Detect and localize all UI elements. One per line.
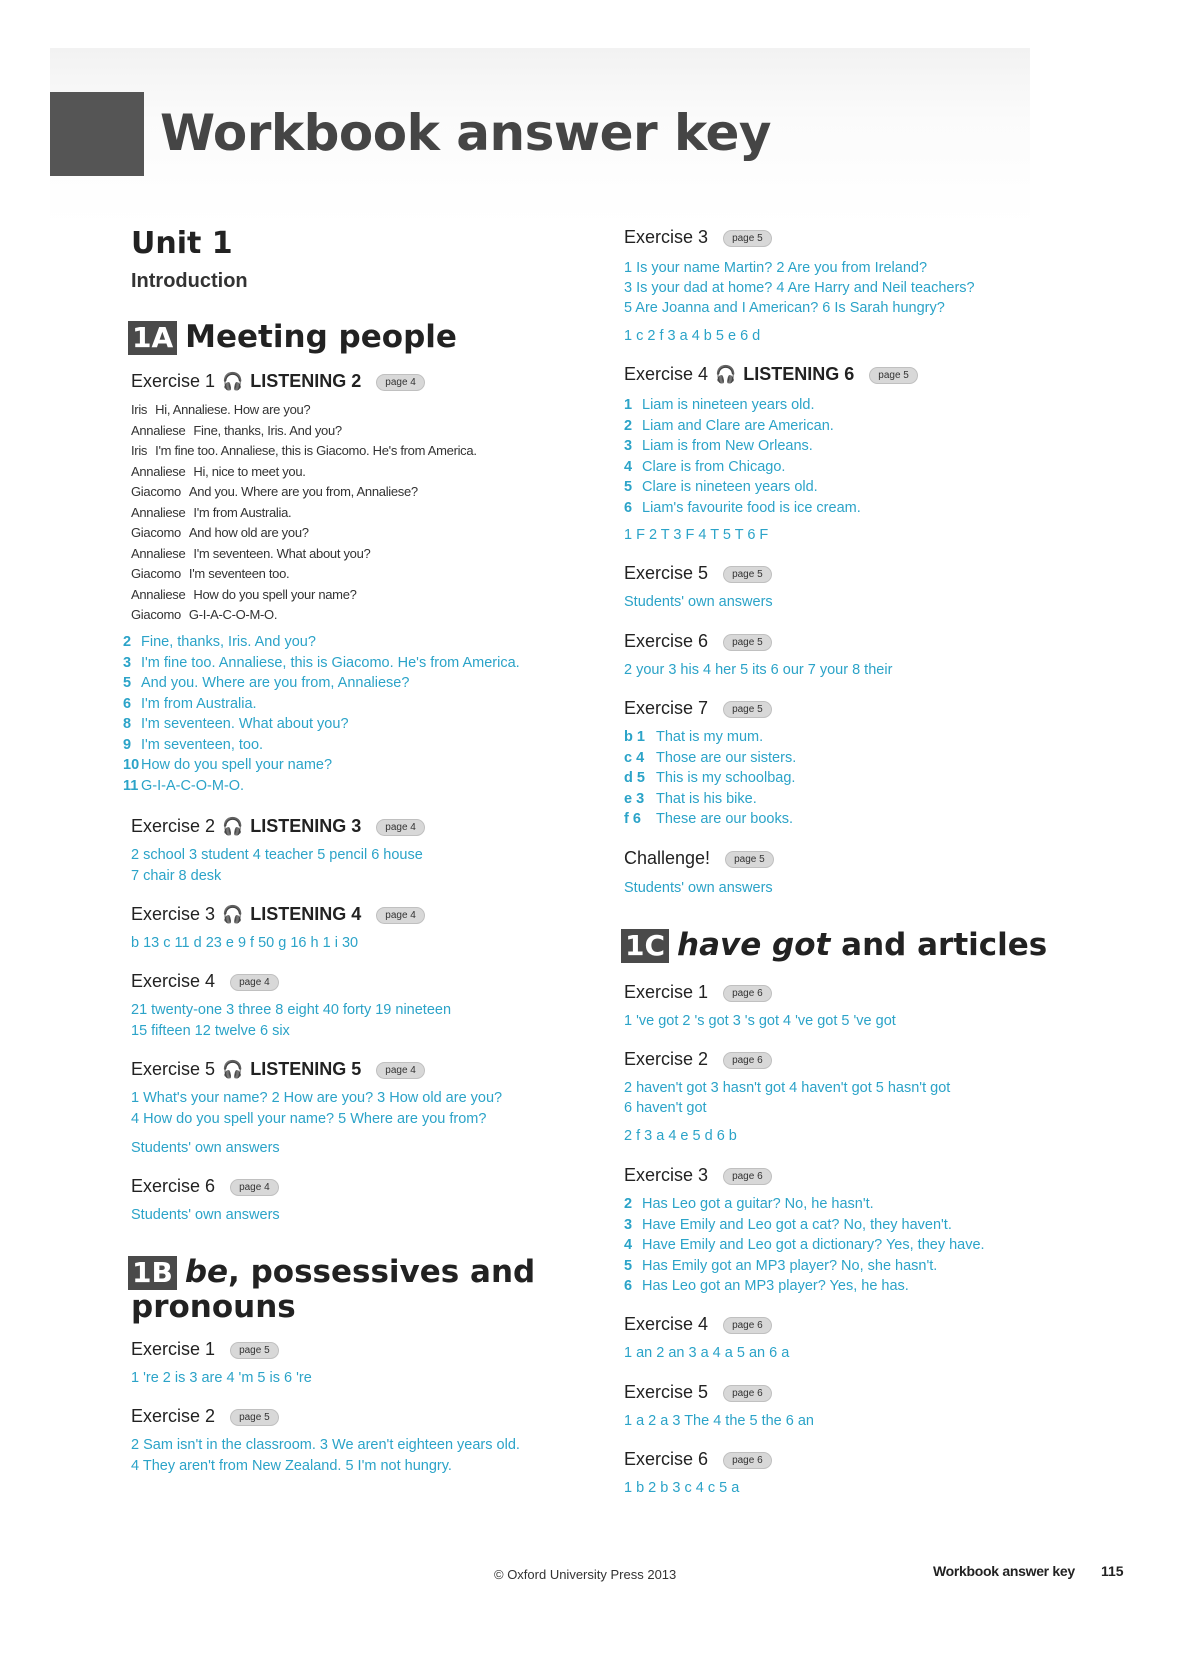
answer-row bbox=[624, 436, 861, 457]
page-badge: page 5 bbox=[723, 566, 772, 583]
answer-row bbox=[123, 776, 520, 797]
answer-number: 4 bbox=[624, 458, 633, 475]
script-line bbox=[131, 585, 477, 606]
listening-label: LISTENING 3 bbox=[250, 816, 362, 836]
exercise-heading bbox=[131, 1406, 279, 1427]
page-badge: page 5 bbox=[869, 367, 918, 384]
exercise-heading bbox=[624, 1449, 772, 1470]
answer-number: 6 bbox=[624, 499, 633, 516]
answer-number: 10 bbox=[123, 757, 140, 773]
answer-row bbox=[624, 768, 796, 789]
exercise-heading bbox=[131, 1059, 425, 1080]
exercise-heading bbox=[624, 982, 772, 1003]
exercise-label: Exercise 1 bbox=[624, 982, 709, 1002]
answer-text: G-I-A-C-O-M-O. bbox=[141, 777, 245, 794]
unit-title: Unit 1 bbox=[131, 226, 233, 261]
answer-number: 6 bbox=[123, 695, 132, 712]
section-1c-heading bbox=[621, 928, 1047, 963]
speaker-name: Iris bbox=[131, 443, 148, 458]
listening-label: LISTENING 2 bbox=[250, 371, 362, 391]
section-tag: 1C bbox=[621, 929, 669, 963]
answer-line: 1 c 2 f 3 a 4 b 5 e 6 d bbox=[624, 328, 761, 344]
answer-line: Students' own answers bbox=[624, 880, 773, 896]
exercise-label: Exercise 2 bbox=[131, 1406, 216, 1426]
answer-text: I'm fine too. Annaliese, this is Giacomo. He's from America. bbox=[141, 654, 520, 671]
script-line bbox=[131, 544, 477, 565]
answer-line: 1 F 2 T 3 F 4 T 5 T 6 F bbox=[624, 527, 769, 543]
speaker-name: Giacomo bbox=[131, 525, 181, 540]
exercise-label: Exercise 5 bbox=[624, 563, 709, 583]
answer-number: e 3 bbox=[624, 790, 645, 807]
answer-text: These are our books. bbox=[656, 811, 794, 827]
speaker-name: Giacomo bbox=[131, 484, 181, 499]
speaker-line: I'm from Australia. bbox=[193, 504, 292, 520]
answer-row bbox=[123, 694, 520, 715]
exercise-heading bbox=[624, 848, 774, 869]
speaker-line: I'm fine too. Annaliese, this is Giacomo. He's from America. bbox=[155, 443, 477, 458]
exercise-heading bbox=[131, 971, 279, 992]
headphones-icon: 🎧 bbox=[222, 817, 244, 836]
answer-text: Clare is nineteen years old. bbox=[642, 479, 818, 495]
listening-label: LISTENING 4 bbox=[250, 904, 362, 924]
speaker-line: Fine, thanks, Iris. And you? bbox=[193, 422, 342, 438]
answer-text: I'm seventeen, too. bbox=[141, 736, 264, 753]
answer-row bbox=[624, 727, 796, 748]
speaker-line: And how old are you? bbox=[188, 525, 309, 540]
exercise-heading bbox=[624, 1382, 772, 1403]
exercise-heading bbox=[624, 1165, 772, 1186]
exercise-label: Exercise 3 bbox=[624, 1165, 709, 1185]
answer-line: 4 They aren't from New Zealand. 5 I'm not hungry. bbox=[131, 1458, 452, 1474]
answer-number: 6 bbox=[624, 1278, 633, 1294]
copyright: © Oxford University Press 2013 bbox=[494, 1567, 677, 1582]
page-badge: page 4 bbox=[230, 974, 279, 991]
script-line bbox=[131, 523, 477, 544]
script-line bbox=[131, 400, 477, 421]
speaker-line: G-I-A-C-O-M-O. bbox=[188, 607, 278, 622]
exercise-label: Exercise 6 bbox=[624, 1449, 709, 1469]
page-badge: page 5 bbox=[723, 634, 772, 651]
speaker-line: And you. Where are you from, Annaliese? bbox=[188, 484, 418, 499]
answer-number: 5 bbox=[624, 1257, 633, 1274]
answer-row bbox=[123, 755, 520, 776]
exercise-heading bbox=[624, 563, 772, 584]
answer-text: Liam is nineteen years old. bbox=[642, 397, 815, 413]
answer-row bbox=[624, 1215, 985, 1236]
headphones-icon: 🎧 bbox=[222, 372, 244, 391]
page-badge: page 6 bbox=[723, 1385, 772, 1402]
exercise-label: Exercise 4 bbox=[624, 364, 709, 384]
answer-text: That is my mum. bbox=[656, 729, 764, 745]
exercise-heading bbox=[131, 1176, 279, 1197]
exercise-heading bbox=[624, 227, 772, 248]
section-1b-heading bbox=[128, 1255, 535, 1290]
exercise-label: Exercise 4 bbox=[624, 1314, 709, 1334]
answer-line: 2 school 3 student 4 teacher 5 pencil 6 house bbox=[131, 847, 423, 863]
page-badge: page 4 bbox=[376, 1062, 425, 1079]
speaker-line: Hi, nice to meet you. bbox=[193, 463, 306, 479]
page-badge: page 6 bbox=[723, 1168, 772, 1185]
answer-row bbox=[624, 1276, 985, 1297]
page-badge: page 5 bbox=[723, 701, 772, 718]
answer-line: 1 've got 2 's got 3 's got 4 've got 5 've got bbox=[624, 1013, 896, 1029]
speaker-name: Annaliese bbox=[131, 422, 186, 438]
exercise-heading bbox=[624, 1314, 772, 1335]
answer-line: 3 Is your dad at home? 4 Are Harry and Neil teachers? bbox=[624, 280, 975, 296]
answer-text: This is my schoolbag. bbox=[656, 770, 796, 786]
section-title-italic: have got bbox=[677, 927, 831, 963]
answer-number: 2 bbox=[624, 1196, 633, 1212]
page-badge: page 6 bbox=[723, 1317, 772, 1334]
page-badge: page 6 bbox=[723, 1052, 772, 1069]
answer-text: And you. Where are you from, Annaliese? bbox=[141, 675, 410, 691]
script-line bbox=[131, 605, 477, 626]
answer-text: Those are our sisters. bbox=[656, 749, 797, 766]
answer-list bbox=[123, 632, 520, 796]
answer-row bbox=[624, 1194, 985, 1215]
answer-line: Students' own answers bbox=[131, 1140, 280, 1156]
answer-text: Liam is from New Orleans. bbox=[642, 438, 813, 454]
answer-number: 9 bbox=[123, 736, 132, 753]
speaker-name: Giacomo bbox=[131, 607, 181, 622]
answer-line: 15 fifteen 12 twelve 6 six bbox=[131, 1023, 290, 1039]
answer-line: Students' own answers bbox=[624, 594, 773, 610]
answer-text: That is his bike. bbox=[656, 790, 757, 807]
answer-number: 4 bbox=[624, 1237, 633, 1253]
answer-line: 1 a 2 a 3 The 4 the 5 the 6 an bbox=[624, 1413, 814, 1429]
speaker-name: Giacomo bbox=[131, 566, 181, 581]
answer-text: Fine, thanks, Iris. And you? bbox=[141, 634, 316, 650]
answer-list bbox=[624, 395, 861, 518]
answer-number: f 6 bbox=[624, 811, 641, 827]
page-number: 115 bbox=[1101, 1563, 1124, 1579]
answer-line: 1 're 2 is 3 are 4 'm 5 is 6 're bbox=[131, 1370, 312, 1386]
answer-line: 5 Are Joanna and I American? 6 Is Sarah hungry? bbox=[624, 300, 945, 316]
answer-row bbox=[624, 477, 861, 498]
answer-list bbox=[624, 727, 796, 830]
speaker-name: Annaliese bbox=[131, 504, 186, 520]
exercise-heading bbox=[624, 631, 772, 652]
headphones-icon: 🎧 bbox=[222, 1060, 244, 1079]
section-title: and articles bbox=[830, 927, 1048, 963]
answer-number: c 4 bbox=[624, 749, 645, 766]
answer-text: How do you spell your name? bbox=[141, 757, 333, 773]
answer-row bbox=[123, 632, 520, 653]
running-title: Workbook answer key bbox=[933, 1563, 1075, 1579]
answer-line: 1 b 2 b 3 c 4 c 5 a bbox=[624, 1480, 740, 1496]
header-block bbox=[50, 92, 144, 176]
answer-number: 2 bbox=[624, 417, 633, 434]
answer-row bbox=[624, 457, 861, 478]
answer-text: Has Leo got a guitar? No, he hasn't. bbox=[642, 1196, 874, 1212]
answer-row bbox=[123, 714, 520, 735]
answer-number: 3 bbox=[123, 654, 132, 671]
section-title: , possessives and bbox=[228, 1254, 536, 1290]
answer-line: 1 an 2 an 3 a 4 a 5 an 6 a bbox=[624, 1345, 790, 1361]
section-tag: 1B bbox=[128, 1256, 177, 1290]
page-badge: page 5 bbox=[230, 1409, 279, 1426]
exercise-label: Exercise 6 bbox=[131, 1176, 216, 1196]
exercise-heading bbox=[131, 904, 425, 925]
exercise-label: Exercise 1 bbox=[131, 1339, 216, 1359]
speaker-line: Hi, Annaliese. How are you? bbox=[155, 402, 311, 417]
answer-line: 21 twenty-one 3 three 8 eight 40 forty 19 nineteen bbox=[131, 1002, 452, 1018]
answer-line: 2 your 3 his 4 her 5 its 6 our 7 your 8 their bbox=[624, 662, 893, 678]
answer-line: 2 f 3 a 4 e 5 d 6 b bbox=[624, 1128, 737, 1144]
exercise-heading bbox=[624, 364, 918, 385]
page-title: Workbook answer key bbox=[160, 104, 771, 162]
exercise-heading bbox=[624, 1049, 772, 1070]
answer-number: b 1 bbox=[624, 729, 645, 745]
headphones-icon: 🎧 bbox=[222, 905, 244, 924]
answer-line: 1 What's your name? 2 How are you? 3 How old are you? bbox=[131, 1090, 503, 1106]
answer-text: Has Emily got an MP3 player? No, she hasn't. bbox=[642, 1257, 938, 1274]
exercise-label: Exercise 4 bbox=[131, 971, 216, 991]
answer-row bbox=[624, 809, 796, 830]
speaker-line: I'm seventeen. What about you? bbox=[193, 545, 371, 561]
headphones-icon: 🎧 bbox=[715, 365, 737, 384]
answer-number: 1 bbox=[624, 397, 633, 413]
answer-number: 5 bbox=[123, 675, 132, 691]
page-badge: page 4 bbox=[376, 374, 425, 391]
answer-line: 2 Sam isn't in the classroom. 3 We aren't eighteen years old. bbox=[131, 1437, 520, 1453]
exercise-heading bbox=[624, 698, 772, 719]
speaker-name: Annaliese bbox=[131, 545, 186, 561]
answer-number: d 5 bbox=[624, 770, 645, 786]
answer-number: 3 bbox=[624, 1216, 633, 1233]
exercise-label: Exercise 2 bbox=[624, 1049, 709, 1069]
answer-row bbox=[624, 1235, 985, 1256]
section-title: Meeting people bbox=[185, 319, 457, 355]
answer-number: 8 bbox=[123, 716, 132, 732]
answer-row bbox=[624, 789, 796, 810]
answer-row bbox=[123, 673, 520, 694]
exercise-label: Exercise 5 bbox=[131, 1059, 216, 1079]
page-badge: page 4 bbox=[230, 1179, 279, 1196]
answer-text: I'm from Australia. bbox=[141, 695, 257, 712]
exercise-label: Challenge! bbox=[624, 848, 711, 868]
unit-subtitle: Introduction bbox=[131, 270, 248, 292]
answer-text: Clare is from Chicago. bbox=[642, 458, 786, 475]
exercise-heading bbox=[131, 1339, 279, 1360]
answer-number: 3 bbox=[624, 438, 633, 454]
answer-line: b 13 c 11 d 23 e 9 f 50 g 16 h 1 i 30 bbox=[131, 935, 359, 951]
section-title-italic: be bbox=[184, 1254, 229, 1290]
answer-number: 11 bbox=[123, 777, 139, 794]
answer-text: Have Emily and Leo got a cat? No, they haven't. bbox=[642, 1216, 952, 1233]
page-badge: page 5 bbox=[723, 230, 772, 247]
page-badge: page 6 bbox=[723, 1452, 772, 1469]
section-1a-heading bbox=[128, 320, 457, 355]
answer-number: 2 bbox=[123, 634, 132, 650]
answer-row bbox=[624, 498, 861, 519]
answer-line: 7 chair 8 desk bbox=[131, 868, 222, 884]
exercise-label: Exercise 5 bbox=[624, 1382, 709, 1402]
answer-text: Have Emily and Leo got a dictionary? Yes, they have. bbox=[642, 1237, 985, 1253]
page-badge: page 5 bbox=[230, 1342, 279, 1359]
script-line bbox=[131, 482, 477, 503]
section-tag: 1A bbox=[128, 321, 177, 355]
listening-label: LISTENING 5 bbox=[250, 1059, 362, 1079]
exercise-label: Exercise 3 bbox=[624, 227, 709, 247]
answer-list bbox=[624, 1194, 985, 1297]
answer-line: 1 Is your name Martin? 2 Are you from Ireland? bbox=[624, 260, 928, 276]
answer-line: 4 How do you spell your name? 5 Where are you from? bbox=[131, 1111, 487, 1127]
page-badge: page 4 bbox=[376, 907, 425, 924]
speaker-line: I'm seventeen too. bbox=[188, 566, 290, 581]
speaker-name: Annaliese bbox=[131, 586, 186, 602]
answer-line: Students' own answers bbox=[131, 1207, 280, 1223]
exercise-heading bbox=[131, 371, 425, 392]
answer-line: 6 haven't got bbox=[624, 1100, 707, 1116]
exercise-heading bbox=[131, 816, 425, 837]
speaker-name: Iris bbox=[131, 402, 148, 417]
speaker-name: Annaliese bbox=[131, 463, 186, 479]
page-badge: page 4 bbox=[376, 819, 425, 836]
script-line bbox=[131, 441, 477, 462]
answer-line: 2 haven't got 3 hasn't got 4 haven't got 5 hasn't got bbox=[624, 1080, 951, 1096]
answer-row bbox=[123, 653, 520, 674]
page-badge: page 5 bbox=[725, 851, 774, 868]
answer-row bbox=[624, 748, 796, 769]
answer-row bbox=[123, 735, 520, 756]
exercise-label: Exercise 2 bbox=[131, 816, 216, 836]
script-line bbox=[131, 564, 477, 585]
script-line bbox=[131, 503, 477, 524]
answer-row bbox=[624, 1256, 985, 1277]
speaker-line: How do you spell your name? bbox=[193, 586, 357, 602]
script-line bbox=[131, 421, 477, 442]
exercise-label: Exercise 1 bbox=[131, 371, 216, 391]
listening-label: LISTENING 6 bbox=[743, 364, 855, 384]
listening-script bbox=[131, 400, 477, 626]
page-badge: page 6 bbox=[723, 985, 772, 1002]
answer-text: Liam and Clare are American. bbox=[642, 417, 834, 434]
answer-row bbox=[624, 395, 861, 416]
answer-text: Has Leo got an MP3 player? Yes, he has. bbox=[642, 1278, 909, 1294]
answer-text: I'm seventeen. What about you? bbox=[141, 716, 349, 732]
answer-row bbox=[624, 416, 861, 437]
section-1b-heading-line2: pronouns bbox=[131, 1289, 296, 1325]
exercise-label: Exercise 7 bbox=[624, 698, 709, 718]
script-line bbox=[131, 462, 477, 483]
exercise-label: Exercise 6 bbox=[624, 631, 709, 651]
exercise-label: Exercise 3 bbox=[131, 904, 216, 924]
answer-number: 5 bbox=[624, 479, 633, 495]
answer-text: Liam's favourite food is ice cream. bbox=[642, 499, 861, 516]
